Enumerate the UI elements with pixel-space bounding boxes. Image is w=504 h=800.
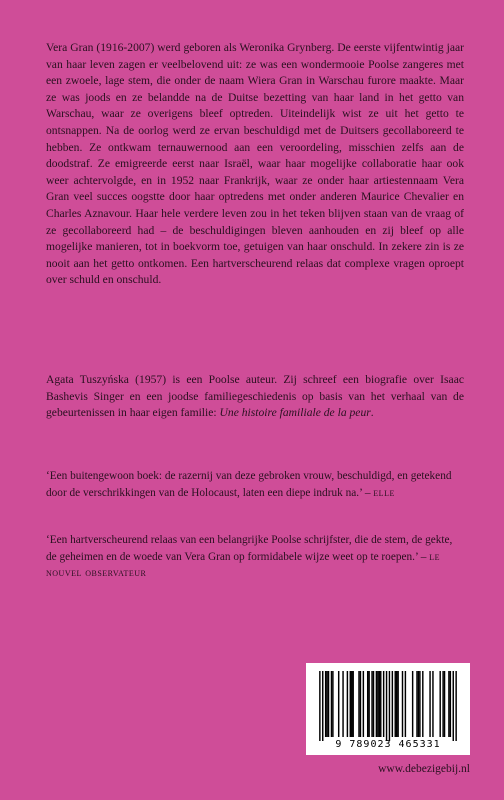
barcode-bar: [416, 671, 417, 737]
book-blurb: Vera Gran (1916-2007) werd geboren als Weronika Grynberg. De eerste vijfentwintig jaar van haar leven zagen er veelbelovend uit: ze was een wondermooie Poolse zangeres met een zwoele, lage stem, die onder de naam Wiera Gran in Warschau furore maakte. Maar ze was joods en ze belandde na de Duitse bezetting van haar land in het getto van Warschau, waar ze overigens bleef optreden. Uiteindelijk wist ze uit het getto te ontsnappen. Na de oorlog werd ze ervan beschuldigd met de Duitsers gecollaboreerd te hebben. Ze ontkwam ternauwernood aan een veroordeling, misschien zelfs aan de doodstraf. Ze emigreerde eerst naar Israël, waar haar mogelijke collaboratie haar ook weer achtervolgde, en in 1952 naar Frankrijk, waar ze onder haar artiestennaam Vera Gran veel succes oogstte door haar optredens met onder anderen Maurice Chevalier en Charles Aznavour. Haar hele verdere leven zou in het teken blijven staan van de vraag of ze gecollaboreerd had – de beschuldigingen bleven aanhouden en zij bleef op alle mogelijke manieren, tot in boekvorm toe, getuigen van haar onschuld. In zekere zin is ze nooit aan het getto ontkomen. Een hartverscheurend relaas dat complexe vragen oproept over schuld en onschuld.: [46, 41, 464, 287]
review-quote-1-source: elle: [373, 486, 395, 499]
barcode-bar: [419, 671, 420, 737]
review-quote-1: [46, 468, 464, 501]
barcode-bar: [331, 671, 332, 737]
barcode-bar: [371, 671, 372, 737]
barcode-bar: [386, 671, 387, 741]
barcode-bar: [389, 671, 390, 741]
barcode-bar: [363, 671, 364, 737]
barcode-bar: [360, 671, 361, 737]
barcode-bar: [422, 671, 423, 737]
barcode-bar: [322, 671, 323, 741]
barcode-bar: [347, 671, 348, 737]
barcode-bar: [396, 671, 397, 737]
barcode-bar: [429, 671, 430, 737]
barcode-bar: [368, 671, 369, 737]
barcode-bar: [338, 671, 339, 737]
barcode-bar: [328, 671, 329, 737]
barcode-bar: [455, 671, 456, 741]
barcode-bar: [350, 671, 351, 737]
author-bio-text: Agata Tuszyńska (1957) is een Poolse auteur. Zij schreef een biografie over Isaac Bashevis Singer en een joodse familiegeschiedenis op basis van het verhaal van de gebeurtenissen in haar eigen familie:: [46, 373, 464, 420]
author-book-title: Une histoire familiale de la peur: [219, 406, 371, 420]
barcode-bar: [392, 671, 393, 737]
barcode-bar: [379, 671, 380, 737]
barcode-bar: [367, 671, 368, 737]
barcode-bar: [373, 671, 374, 737]
review-quote-2-text: ‘Een hartverscheurend relaas van een belangrijke Poolse schrijfster, die de stem, de gekte, de geheimen en de woede van Vera Gran op formidabele wijze weet op te roepen.’ –: [46, 534, 453, 563]
barcode-bar: [442, 671, 443, 737]
isbn-barcode: [306, 663, 470, 755]
barcode-bar: [383, 671, 384, 737]
barcode-bar: [402, 671, 403, 737]
barcode-bar: [326, 671, 327, 737]
barcode-bars: [306, 663, 470, 741]
barcode-bar: [332, 671, 333, 737]
barcode-bar: [439, 671, 440, 737]
barcode-bar: [453, 671, 454, 741]
author-bio-end: .: [370, 406, 374, 420]
barcode-bar: [412, 671, 413, 737]
barcode-bar: [358, 671, 359, 737]
barcode-bar: [395, 671, 396, 737]
barcode-bar: [380, 671, 381, 737]
barcode-bar: [376, 671, 377, 737]
author-bio: [46, 372, 464, 422]
barcode-bar: [377, 671, 378, 737]
barcode-bar: [444, 671, 445, 737]
barcode-bar: [432, 671, 433, 737]
barcode-bar: [319, 671, 320, 741]
barcode-bar: [352, 671, 353, 737]
barcode-bar: [397, 671, 398, 737]
review-quote-2: [46, 532, 464, 582]
barcode-bar: [418, 671, 419, 737]
barcode-bar: [405, 671, 406, 737]
barcode-bar: [351, 671, 352, 737]
barcode-bar: [448, 671, 449, 737]
barcode-bar: [325, 671, 326, 737]
review-quote-1-text: ‘Een buitengewoon boek: de razernij van deze gebroken vrouw, beschuldigd, en getekend door de verschrikkingen van de Holocaust, laten een diepe indruk na.’ –: [46, 470, 452, 499]
publisher-url[interactable]: www.debezigebij.nl: [378, 763, 470, 775]
barcode-bar: [450, 671, 451, 737]
review-quote-2-source: le nouvel observateur: [46, 550, 440, 580]
isbn-digits: 9 789023 465331: [335, 739, 441, 750]
barcode-bar: [342, 671, 343, 737]
